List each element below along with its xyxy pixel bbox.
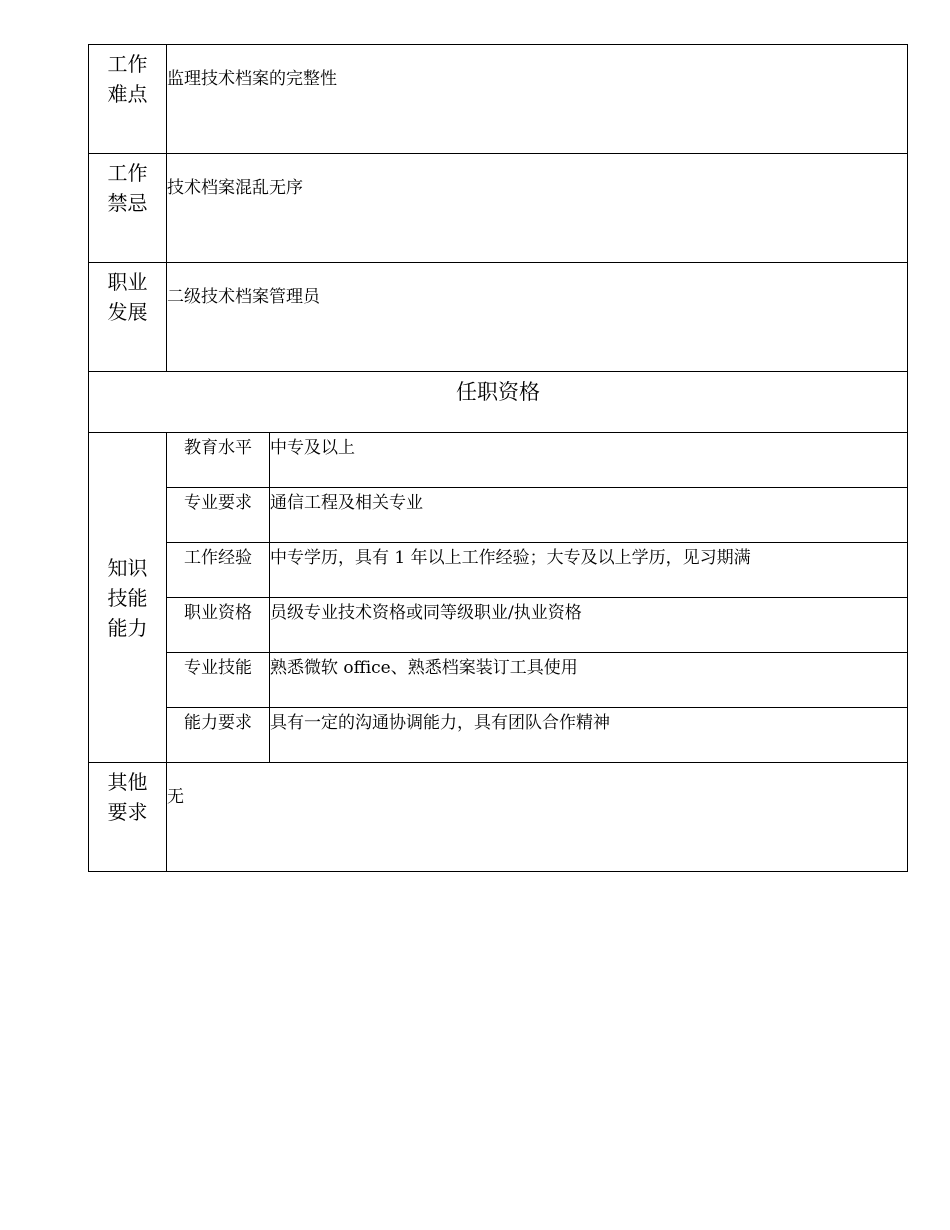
ability-value: 具有一定的沟通协调能力，具有团队合作精神 xyxy=(270,708,908,763)
other-requirements-value: 无 xyxy=(167,763,908,872)
knowledge-skills-label: 知识 技能 能力 xyxy=(89,433,167,763)
ability-label: 能力要求 xyxy=(167,708,270,763)
major-label: 专业要求 xyxy=(167,488,270,543)
education-label: 教育水平 xyxy=(167,433,270,488)
knowledge-row-education xyxy=(89,433,908,488)
experience-value: 中专学历，具有 1 年以上工作经验；大专及以上学历，见习期满 xyxy=(270,543,908,598)
work-taboo-value: 技术档案混乱无序 xyxy=(167,154,908,263)
knowledge-row-ability xyxy=(89,708,908,763)
work-difficulty-label: 工作 难点 xyxy=(89,45,167,154)
work-taboo-label: 工作 禁忌 xyxy=(89,154,167,263)
knowledge-row-major xyxy=(89,488,908,543)
major-value: 通信工程及相关专业 xyxy=(270,488,908,543)
work-difficulty-value: 监理技术档案的完整性 xyxy=(167,45,908,154)
job-description-table xyxy=(88,44,908,872)
other-requirements-row xyxy=(89,763,908,872)
knowledge-row-experience xyxy=(89,543,908,598)
work-difficulty-row xyxy=(89,45,908,154)
certification-value: 员级专业技术资格或同等级职业/执业资格 xyxy=(270,598,908,653)
certification-label: 职业资格 xyxy=(167,598,270,653)
skills-label: 专业技能 xyxy=(167,653,270,708)
career-development-row xyxy=(89,263,908,372)
qualifications-header: 任职资格 xyxy=(89,372,908,433)
work-taboo-row xyxy=(89,154,908,263)
career-development-value: 二级技术档案管理员 xyxy=(167,263,908,372)
career-development-label: 职业 发展 xyxy=(89,263,167,372)
other-requirements-label: 其他 要求 xyxy=(89,763,167,872)
qualifications-header-row xyxy=(89,372,908,433)
knowledge-row-skills xyxy=(89,653,908,708)
experience-label: 工作经验 xyxy=(167,543,270,598)
skills-value: 熟悉微软 office、熟悉档案装订工具使用 xyxy=(270,653,908,708)
education-value: 中专及以上 xyxy=(270,433,908,488)
knowledge-row-certification xyxy=(89,598,908,653)
